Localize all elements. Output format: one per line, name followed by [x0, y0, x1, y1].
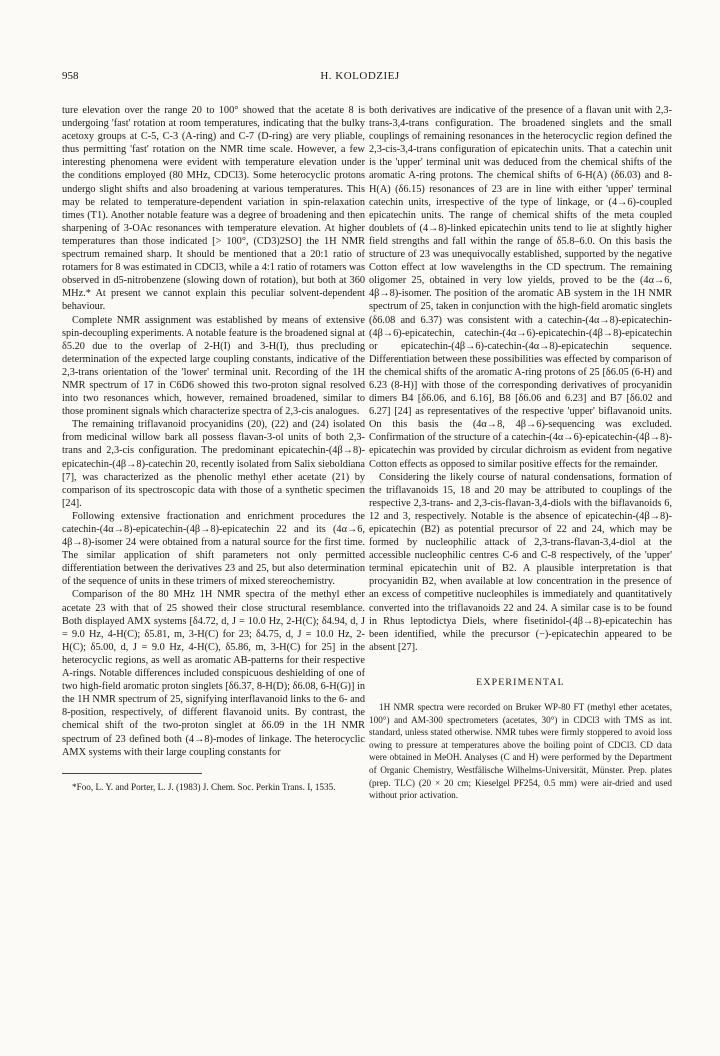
left-column	[62, 104, 365, 793]
right-column	[369, 104, 672, 802]
footnote: *Foo, L. Y. and Porter, L. J. (1983) J. Chem. Soc. Perkin Trans. I, 1535.	[72, 781, 336, 792]
section-heading-experimental: EXPERIMENTAL	[476, 676, 565, 688]
paragraph: ture elevation over the range 20 to 100° showed that the acetate 8 is undergoing 'fast' rotation at room temperatures, indicating that the bulky acetoxy groups at C-5, C-3 (A-ring) and C-7 (D-ring) are very pliable, thus permitting 'fast' rotation on the NMR time scale. However, a few interesting phenomena were evident with temperature elevation under the conditions employed (80 MHz, CDCl3). Some heterocyclic protons undergo slight shifts and also broadening at various temperatures. This may be related to temperature-dependent variation in spin-relaxation times (T1). Another notable feature was a degree of broadening and then sharpening of 3-OAc resonances with temperature elevation. At higher temperatures than those indicated [> 100°, (CD3)2SO] the 1H NMR spectrum remained sharp. It should be mentioned that a 20:1 ratio of rotamers for 8 was estimated in CDCl3, while a 4:1 ratio of rotamers was observed in d5-nitrobenzene (slowing down of rotation), but both at 360 MHz.* At present we cannot explain this peculiar solvent-dependent behaviour.	[62, 105, 365, 313]
paragraph: Complete NMR assignment was established by means of extensive spin-decoupling experiments. A notable feature is the broadened signal at δ5.20 due to the overlap of 2-H(I) and 3-H(I), thus precluding determination of the expected large coupling constants, indicative of the 2,3-trans orientation of the 'lower' terminal unit. Recording of the 1H NMR spectrum of 17 in C6D6 showed this two-proton signal resolved into two resonances which, however, remained broadened, similar to those prominent signals which characterize spectra of 2,3-cis analogues.	[62, 314, 365, 418]
paragraph: both derivatives are indicative of the presence of a flavan unit with 2,3-trans-3,4-trans configuration. The broadened singlets and the small couplings of remaining resonances in the heterocyclic region defined the 2,3-cis-3,4-trans configuration of epicatechin units. That a catechin unit is the 'upper' terminal unit was deduced from the chemical shifts of the aromatic A-ring protons. The chemical shifts of 6-H(A) (δ6.03) and 8-H(A) (δ6.15) resonances of 23 are in line with either 'upper' terminal catechin units, irrespective of the type of linkage, or (4→6)-coupled epicatechin units. The range of chemical shifts of the meta coupled doublets of (4→8)-linked epicatechin units tend to lie at slightly higher field strengths and fall within the range of δ5.8–6.0. On this basis the structure of 23 was unequivocally established, supported by the negative Cotton effect at low wavelengths in the CD spectrum. The remaining oligomer 25, obtained in very low yields, proved to be the (4α→6, 4β→8)-isomer. The position of the aromatic AB system in the 1H NMR spectrum of 25, taken in conjunction with the high-field aromatic singlets (δ6.08 and 6.37) was consistent with a catechin-(4α→8)-epicatechin-(4β→6)-epicatechin, catechin-(4α→6)-epicatechin-(4β→8)-epicatechin or epicatechin-(4β→6)-catechin-(4α→8)-epicatechin sequence. Differentiation between these possibilities was effected by comparison of the chemical shifts of the aromatic A-ring protons of 25 [δ6.05 (6-H) and 6.23 (8-H)] with those of the corresponding derivatives of procyanidin dimers B4 [δ6.06, and 6.16], B8 [δ6.06 and 6.23] and B7 [δ6.02 and 6.27] [24] as representatives of the respective 'upper' biflavanoid units. On this basis the (4α→8, 4β→6)-sequencing was excluded. Confirmation of the structure of a catechin-(4α→6)-epicatechin-(4β→8)-epicatechin was provided by circular dichroism as evident from negative Cotton effects as opposed to similar positive effects for the remainder.	[369, 105, 672, 470]
experimental-text: 1H NMR spectra were recorded on Bruker WP-80 FT (methyl ether acetates, 100°) and AM-300 spectrometers (acetates, 30°) in CDCl3 with TMS as int. standard, unless stated otherwise. NMR tubes were firmly stoppered to avoid loss owing to pressure at temperatures above the boiling point of CDCl3. CD data were obtained in MeOH. Analyses (C and H) were performed by the Department of Organic Chemistry, Westfälische Wilhelms-Universität, Münster. Prep. plates (prep. TLC) (20 × 20 cm; Kieselgel PF254, 0.5 mm) were air-dried and used without prior activation.	[369, 702, 672, 801]
running-head: H. KOLODZIEJ	[320, 70, 400, 82]
page-number: 958	[62, 70, 79, 82]
paragraph: Comparison of the 80 MHz 1H NMR spectra of the methyl ether acetate 23 with that of 25 showed their close structural resemblance. Both displayed AMX systems [δ4.72, d, J = 10.0 Hz, 2-H(C); δ4.94, d, J = 9.0 Hz, 4-H(C); δ5.81, m, 3-H(C) for 23; δ4.75, d, J = 10.0 Hz, 2-H(C); δ5.00, d, J = 9.0 Hz, 4-H(C), δ5.86, m, 3-H(C) for 25] in the heterocyclic regions, as well as aromatic AB-patterns for their respective A-rings. Notable differences included conspicuous deshielding of one of two high-field aromatic proton singlets [δ6.37, 8-H(D); δ6.08, 6-H(G)] in the 1H NMR spectrum of 25, signifying interflavanoid links to the 6- and 8-position, respectively, of different flavanoid units. By contrast, the chemical shift of the two-proton singlet at δ6.09 in the 1H NMR spectrum of 23 defined both (4→8)-modes of linkage. The heterocyclic AMX systems with their large coupling constants for	[62, 589, 365, 758]
paragraph: Considering the likely course of natural condensations, formation of the triflavanoids 15, 18 and 20 may be attributed to couplings of the respective 2,3-trans- and 2,3-cis-flavan-3,4-diols with the biflavanoids 6, 12 and 3, respectively. Notable is the absence of epicatechin-(4β→8)-epicatechin (B2) as potential precursor of 22 and 24, which may be formed by nucleophilic attack of 2,3-trans-flavan-3,4-diol at the accessible nucleophilic centres C-6 and C-8 respectively, of the 'upper' terminal epicatechin unit of B2. A plausible interpretation is that procyanidin B2, when available at low concentration in the presence of an excess of competitive nucleophiles is immediately and quantitatively converted into the triflavanoids 22 and 24. A similar case is to be found in Rhus leptodictya Diels, where fisetinidol-(4β→8)-epicatechin has been identified, while the precursor (−)-epicatechin appeared to be absent [27].	[369, 471, 672, 653]
paragraph: The remaining triflavanoid procyanidins (20), (22) and (24) isolated from medicinal willow bark all possess flavan-3-ol units of both 2,3-trans and 2,3-cis configuration. The predominant epicatechin-(4β→8)-epicatechin-(4β→8)-catechin 20, recently isolated from Salix sieboldiana [7], was characterized as the phenolic methyl ether acetate (21) by comparison of its spectroscopic data with those of a synthetic specimen [24].	[62, 419, 365, 509]
footnote-divider	[62, 773, 202, 774]
paragraph: Following extensive fractionation and enrichment procedures the catechin-(4α→8)-epicatechin-(4β→8)-epicatechin 22 and its (4α→6, 4β→8)-isomer 24 were obtained from a natural source for the first time. The similar application of shift parameters not only permitted differentiation between the derivatives 23 and 25, but also determination of the sequence of units in these trimers of mixed stereochemistry.	[62, 510, 365, 588]
